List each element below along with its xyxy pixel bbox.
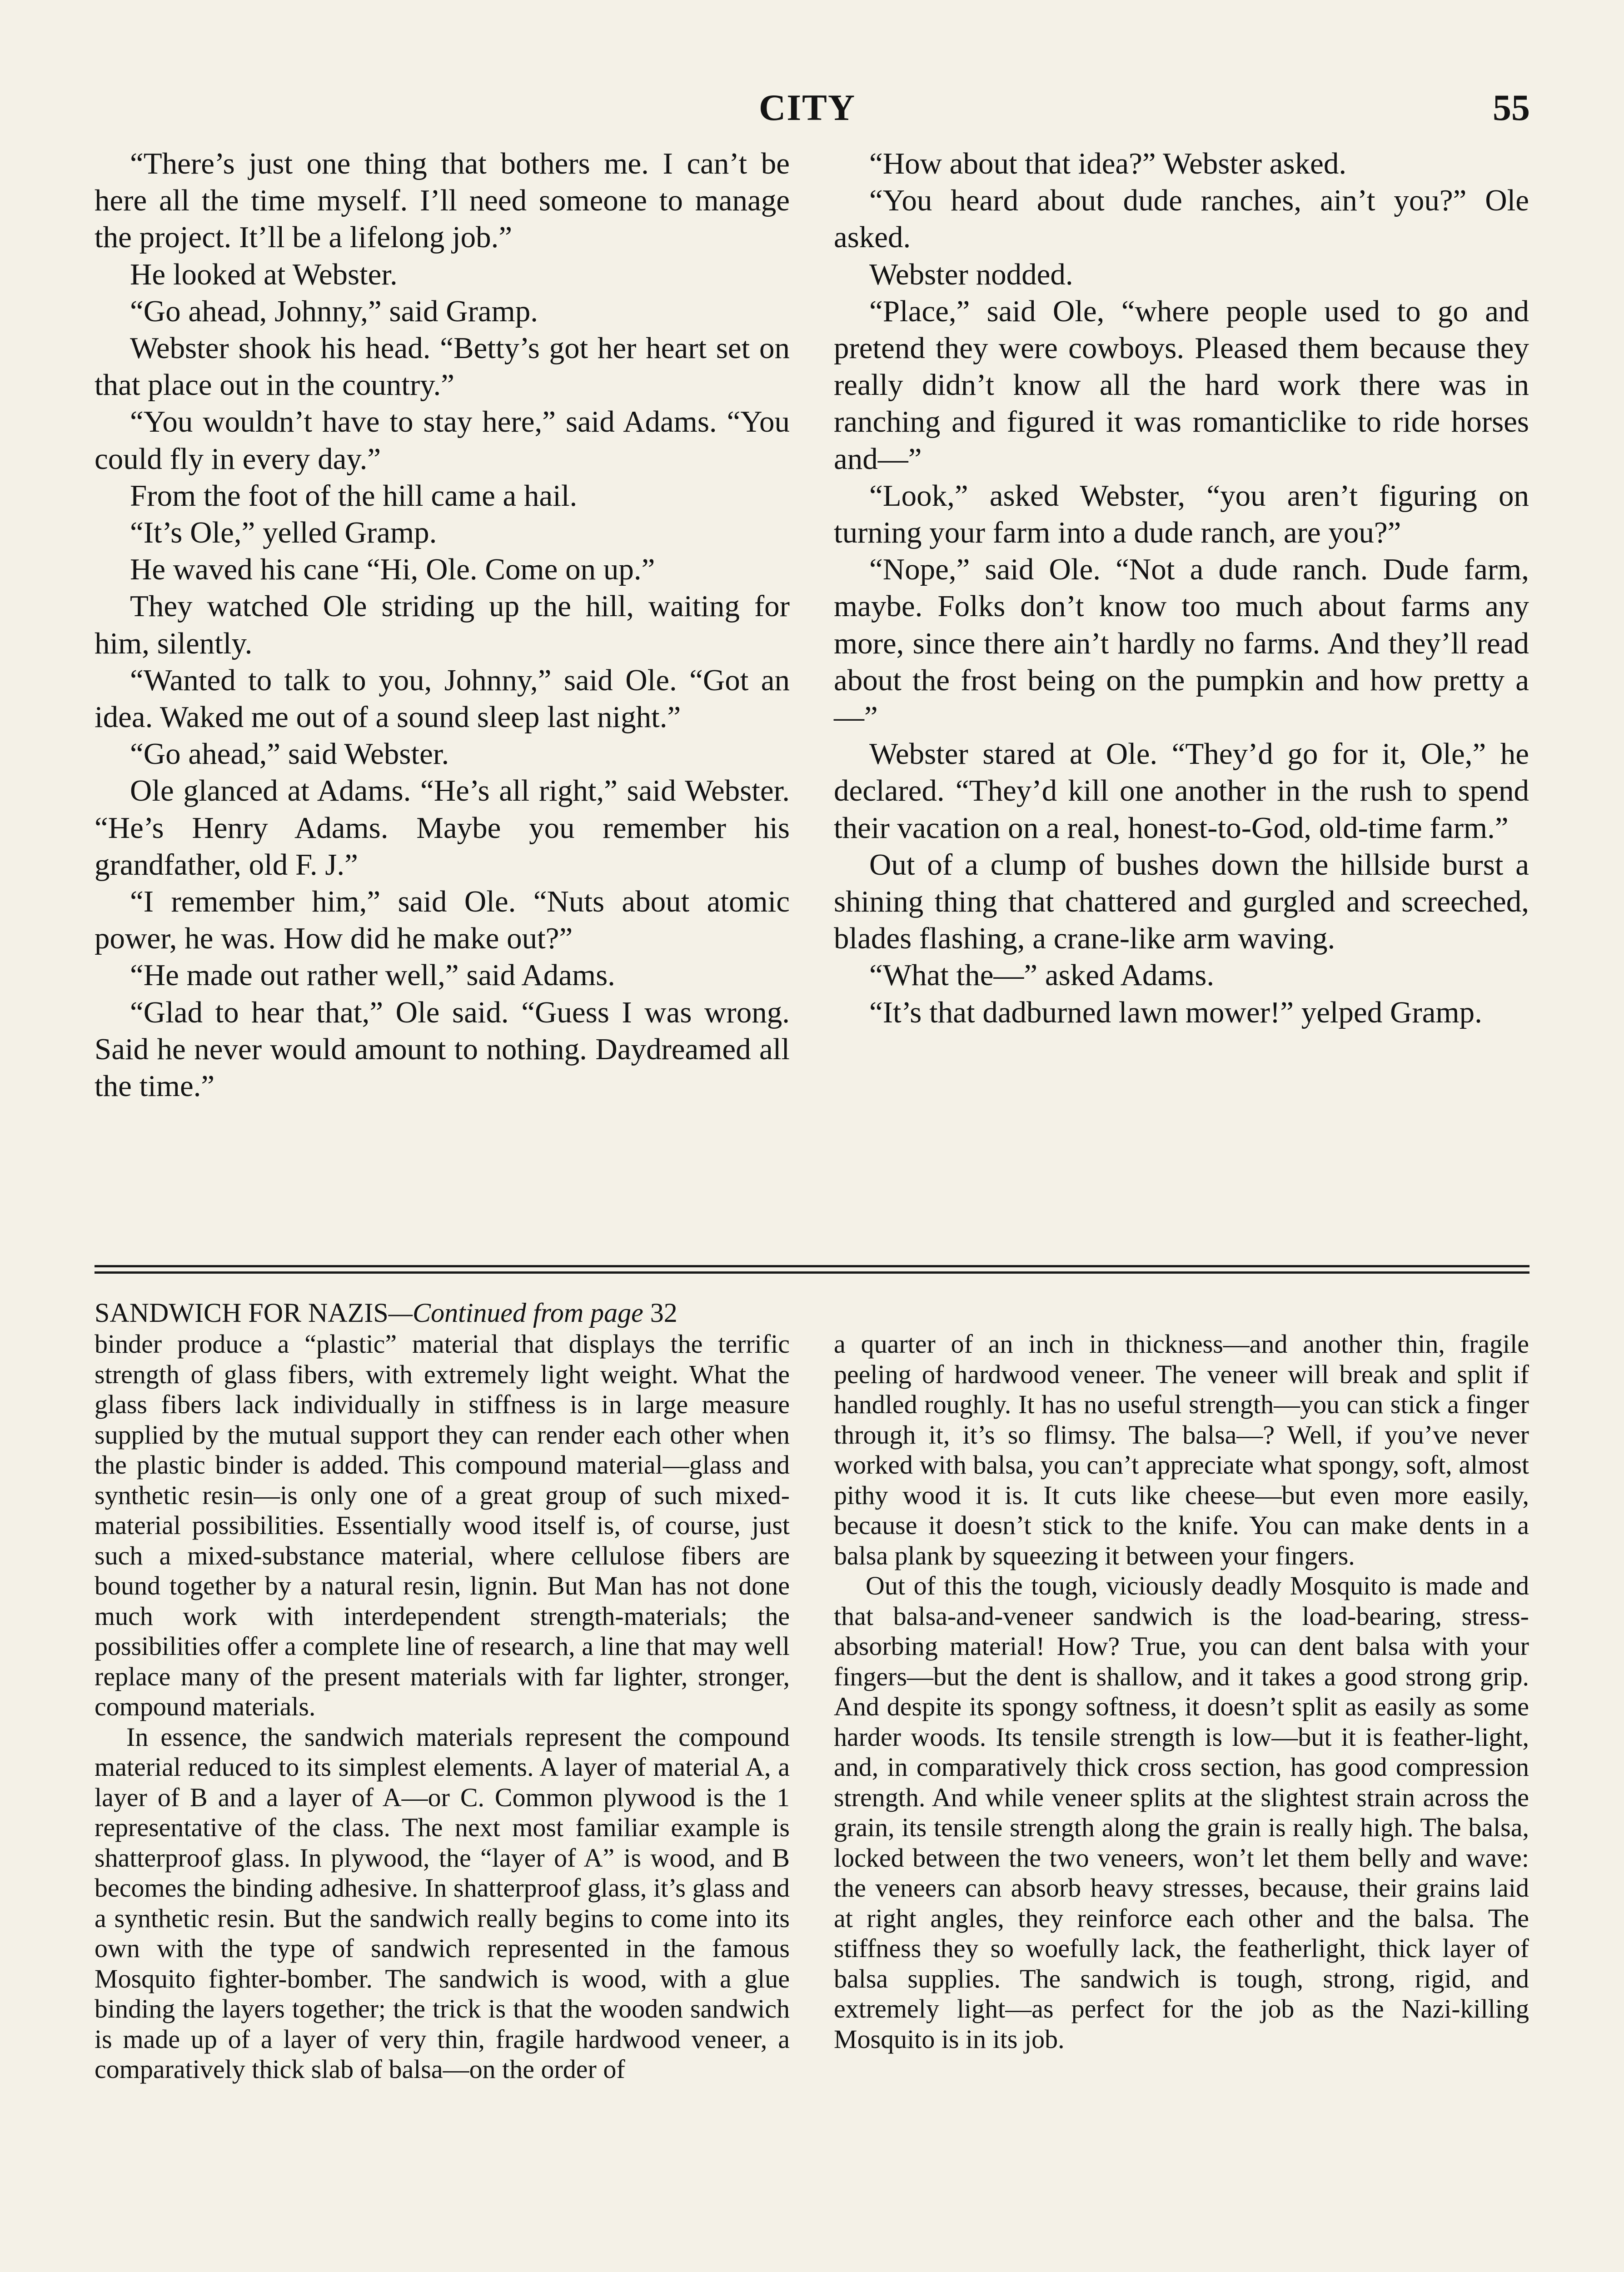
- story-paragraph: “He made out rather well,” said Adams.: [130, 958, 615, 992]
- story-paragraph: “Go ahead,” said Webster.: [130, 737, 449, 771]
- story-paragraph: “You wouldn’t have to stay here,” said Adams. “You could fly in every day.”: [95, 405, 790, 476]
- story-paragraph: “Go ahead, Johnny,” said Gramp.: [130, 294, 538, 328]
- article-paragraph: binder produce a “plastic” material that displays the terrific strength of glass fibers, with extremely light weight. What the glass fibers lack individually in stiffness is in large measure supplied by the mutual support they can render each other when the plastic binder is added. This compound material—glass and synthetic resin—is only one of a great group of such mixed-material possibilities. Essentially wood itself is, of course, just such a mixed-substance material, where cellulose fibers are bound together by a natural resin, lignin. But Man has not done much work with interdependent strength-materials; the possibilities offer a complete line of research, a line that may well replace many of the present materials with far lighter, stronger, compound materials.: [95, 1329, 790, 1721]
- story-paragraph: “It’s that dadburned lawn mower!” yelped Gramp.: [869, 995, 1482, 1029]
- continued-page-number: 32: [650, 1298, 677, 1328]
- section-divider-top: [95, 1265, 1529, 1267]
- story-column-right: [834, 145, 1529, 1031]
- story-paragraph: “Glad to hear that,” Ole said. “Guess I was wrong. Said he never would amount to nothing. Daydreamed all the time.”: [95, 995, 790, 1103]
- story-paragraph: He waved his cane “Hi, Ole. Come on up.”: [130, 553, 655, 587]
- page-header-title: CITY: [759, 87, 856, 128]
- article-paragraph: a quarter of an inch in thickness—and another thin, fragile peeling of hardwood veneer. The veneer will break and split if handled roughly. It has no useful strength—you can stick a finger through it, it’s so flimsy. The balsa—? Well, if you’ve never worked with balsa, you can’t appreciate what spongy, soft, almost pithy wood it is. It cuts like cheese—but even more easily, because it doesn’t stick to the knife. You can make dents in a balsa plank by squeezing it between your fingers.: [834, 1329, 1529, 1570]
- story-paragraph: He looked at Webster.: [130, 257, 398, 291]
- story-paragraph: “I remember him,” said Ole. “Nuts about atomic power, he was. How did he make out?”: [95, 885, 790, 956]
- story-paragraph: “How about that idea?” Webster asked.: [869, 147, 1347, 180]
- story-paragraph: Out of a clump of bushes down the hillside burst a shining thing that chattered and gurgled and screeched, blades flashing, a crane-like arm waving.: [834, 847, 1529, 956]
- story-column-left: [95, 145, 790, 1105]
- story-paragraph: “Look,” asked Webster, “you aren’t figuring on turning your farm into a dude ranch, are you?”: [834, 478, 1529, 550]
- story-paragraph: Webster shook his head. “Betty’s got her heart set on that place out in the country.”: [95, 331, 790, 402]
- article-paragraph: In essence, the sandwich materials represent the compound material reduced to its simplest elements. A layer of material A, a layer of B and a layer of A—or C. Common plywood is the 1 representative of the class. The next most familiar example is shatterproof glass. In plywood, the “layer of A” is wood, and B becomes the binding adhesive. In shatterproof glass, it’s glass and a synthetic resin. But the sandwich really begins to come into its own with the type of sandwich represented in the famous Mosquito fighter-bomber. The sandwich is wood, with a glue binding the layers together; the trick is that the wooden sandwich is made up of a layer of very thin, fragile hardwood veneer, a comparatively thick slab of balsa—on the order of: [95, 1722, 790, 2084]
- story-paragraph: “Place,” said Ole, “where people used to go and pretend they were cowboys. Pleased them because they really didn’t know all the hard work there was in ranching and figured it was romanticlike to ride horses and—”: [834, 294, 1529, 476]
- story-paragraph: Webster stared at Ole. “They’d go for it, Ole,” he declared. “They’d kill one another in the rush to spend their vacation on a real, honest-to-God, old-time farm.”: [834, 737, 1529, 845]
- article-title: SANDWICH FOR NAZIS: [95, 1298, 389, 1328]
- continuation-heading: [95, 1297, 677, 1329]
- continued-label: —Continued from page: [388, 1298, 643, 1328]
- story-paragraph: “Wanted to talk to you, Johnny,” said Ole. “Got an idea. Waked me out of a sound sleep last night.”: [95, 663, 790, 734]
- article-column-right: [834, 1329, 1529, 2054]
- story-paragraph: From the foot of the hill came a hail.: [130, 478, 578, 513]
- story-paragraph: “It’s Ole,” yelled Gramp.: [130, 516, 437, 550]
- article-paragraph: Out of this the tough, viciously deadly Mosquito is made and that balsa-and-veneer sandwich is the load-bearing, stress-absorbing material! How? True, you can dent balsa with your fingers—but the dent is shallow, and it takes a good strong grip. And despite its spongy softness, it doesn’t split as easily as some harder woods. Its tensile strength is low—but it is feather-light, and, in comparatively thick cross section, has good compression strength. And while veneer splits at the slightest strain across the grain, its tensile strength along the grain is really high. The balsa, locked between the two veneers, won’t let them belly and wave: the veneers can absorb heavy stresses, because, their grains laid at right angles, they reinforce each other and the balsa. The stiffness they so woefully lack, the featherlight, thick layer of balsa supplies. The sandwich is tough, strong, rigid, and extremely light—as perfect for the job as the Nazi-killing Mosquito is in its job.: [834, 1571, 1529, 2054]
- story-paragraph: “You heard about dude ranches, ain’t you?” Ole asked.: [834, 184, 1529, 254]
- story-paragraph: “What the—” asked Adams.: [869, 958, 1215, 992]
- story-paragraph: “There’s just one thing that bothers me. I can’t be here all the time myself. I’ll need someone to manage the project. It’ll be a lifelong job.”: [95, 147, 790, 254]
- story-paragraph: “Nope,” said Ole. “Not a dude ranch. Dude farm, maybe. Folks don’t know too much about farms any more, since there ain’t hardly no farms. And they’ll read about the frost being on the pumpkin and how pretty a—”: [834, 553, 1529, 734]
- section-divider-bottom: [95, 1271, 1529, 1274]
- page-number: 55: [1493, 87, 1530, 128]
- story-paragraph: Webster nodded.: [869, 257, 1073, 291]
- story-paragraph: Ole glanced at Adams. “He’s all right,” said Webster. “He’s Henry Adams. Maybe you remember his grandfather, old F. J.”: [95, 774, 790, 882]
- article-column-left: [95, 1329, 790, 2085]
- story-paragraph: They watched Ole striding up the hill, waiting for him, silently.: [95, 589, 790, 660]
